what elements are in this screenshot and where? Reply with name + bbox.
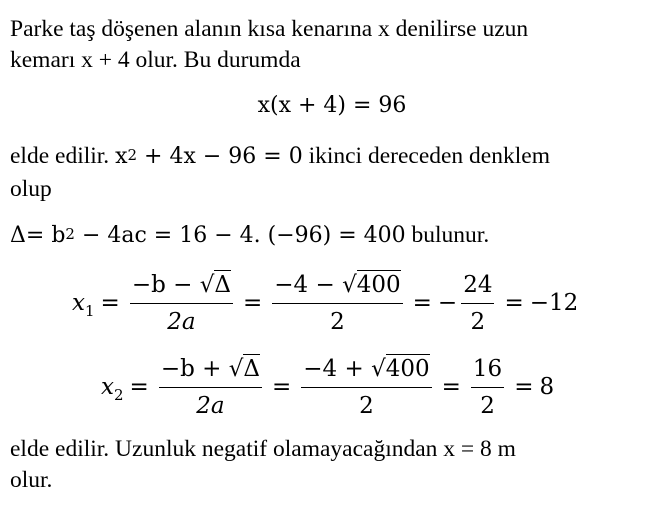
x2-fraction-general bbox=[159, 355, 262, 420]
discriminant-line bbox=[10, 220, 636, 253]
quadratic-line-2: olup bbox=[10, 176, 52, 202]
conclusion-line-2: olur. bbox=[10, 467, 53, 493]
quadratic-text-2: ikinci dereceden denklem bbox=[302, 143, 550, 169]
quadratic-eq-x: x bbox=[115, 144, 128, 169]
x2-general-numerator: −b + √ bbox=[160, 355, 244, 382]
x2-substituted-radicand: 400 bbox=[385, 355, 430, 382]
discriminant-exponent: 2 bbox=[65, 225, 75, 243]
x1-variable: $x_1$ bbox=[72, 290, 95, 320]
quadratic-text-1: elde edilir. bbox=[10, 143, 110, 169]
x1-general-denominator: 2a bbox=[130, 303, 233, 336]
x2-result: 8 bbox=[539, 374, 555, 400]
x1-simplified-numerator: 24 bbox=[463, 271, 493, 298]
quadratic-paragraph bbox=[10, 141, 636, 205]
x2-simplified-numerator: 16 bbox=[472, 355, 503, 382]
x1-general-numerator: −b − √ bbox=[131, 271, 215, 298]
x2-substituted-denominator: 2 bbox=[301, 387, 431, 420]
quadratic-eq-exponent: 2 bbox=[127, 146, 138, 164]
x1-substituted-radicand: 400 bbox=[356, 271, 401, 298]
quadratic-equation bbox=[115, 144, 303, 169]
x2-simplified-denominator: 2 bbox=[471, 387, 504, 420]
intro-paragraph bbox=[10, 14, 636, 76]
x1-substituted-denominator: 2 bbox=[272, 303, 402, 336]
x1-fraction-substituted bbox=[272, 271, 402, 336]
main-equation: x(x + 4) = 96 bbox=[257, 93, 407, 118]
root-x1-equation: $x_1$ = $\frac{-b - √\Delta}{2a}$ = $\frac{-4 - √400}{2}$ = − $\frac{24}{2}$ = −12 bbox=[72, 271, 579, 335]
x1-simplified-denominator: 2 bbox=[461, 303, 494, 336]
conclusion-line-1: elde edilir. Uzunluk negatif olamayacağından x = 8 m bbox=[10, 436, 516, 462]
intro-line-2: kemarı x + 4 olur. Bu durumda bbox=[10, 47, 301, 73]
discriminant-equation bbox=[10, 223, 406, 248]
x1-negative-sign: − bbox=[437, 290, 458, 316]
discriminant-rhs: − 4ac = 16 − 4. (−96) = 400 bbox=[74, 223, 406, 248]
root-x2-equation: $x_2$ = $\frac{-b + √\Delta}{2a}$ = $\frac{-4 + √400}{2}$ = $\frac{16}{2}$ = 8 bbox=[101, 355, 555, 419]
x1-result: −12 bbox=[529, 290, 579, 316]
quadratic-eq-rest: + 4x − 96 = 0 bbox=[137, 144, 303, 169]
intro-line-1: Parke taş döşenen alanın kısa kenarına x denilirse uzun bbox=[10, 16, 529, 42]
discriminant-lhs: Δ= b bbox=[10, 223, 66, 248]
x1-general-radicand: Δ bbox=[214, 271, 231, 298]
x2-fraction-simplified bbox=[471, 355, 504, 420]
x2-substituted-numerator: −4 + √ bbox=[303, 355, 386, 382]
x1-substituted-numerator: −4 − √ bbox=[274, 271, 357, 298]
x1-fraction-simplified bbox=[461, 271, 494, 336]
discriminant-tail: bulunur. bbox=[405, 222, 490, 248]
x2-general-denominator: 2a bbox=[159, 387, 262, 420]
conclusion-paragraph bbox=[10, 434, 636, 496]
x2-variable: $x_2$ bbox=[101, 374, 124, 404]
x2-general-radicand: Δ bbox=[243, 355, 260, 382]
x1-fraction-general bbox=[130, 271, 233, 336]
x2-fraction-substituted bbox=[301, 355, 431, 420]
